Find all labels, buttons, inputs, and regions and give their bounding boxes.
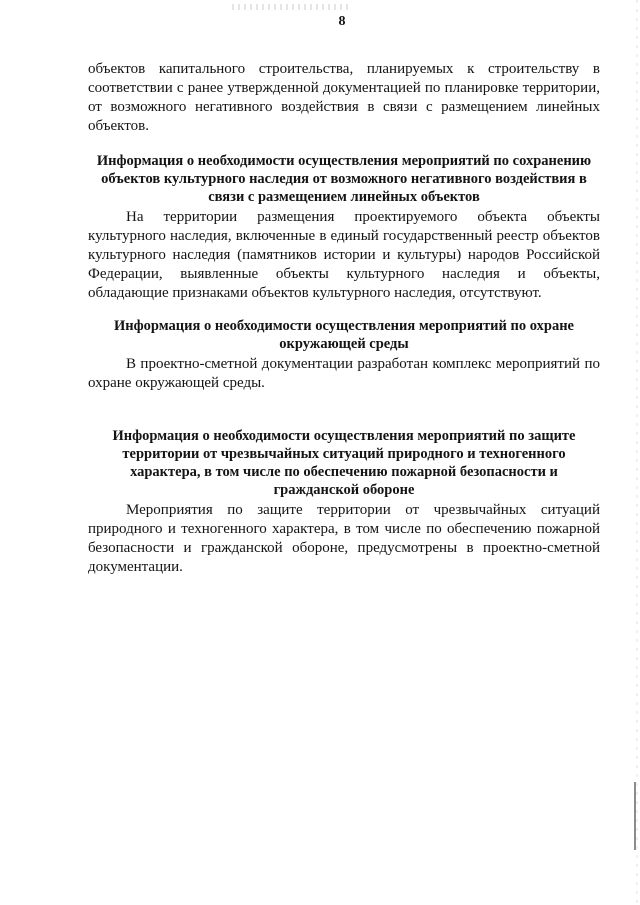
section-paragraph-cultural-heritage: На территории размещения проектируемого объекта объекты культурного наследия, включенные в единый государственный реестр объектов культурного наследия (памятников истории и культуры) народов Российской Федерации, выявленные объекты культурного наследия и объекты, обладающие признаками объектов культурного наследия, отсутствуют. [88, 209, 600, 301]
section-paragraph-emergency-protection: Мероприятия по защите территории от чрезвычайных ситуаций природного и техногенного характера, в том числе по обеспечению пожарной безопасности и гражданской обороне, предусмотрены в проектно-сметной документации. [88, 502, 600, 575]
section-heading-cultural-heritage: Информация о необходимости осуществления мероприятий по сохранению объектов культурного наследия от возможного негативного воздействия в связи с размещением линейных объектов [96, 153, 592, 205]
intro-paragraph: объектов капитального строительства, планируемых к строительству в соответствии с ранее утвержденной документацией по планировке территории, от возможного негативного воздействия в связи с размещением линейных объектов. [88, 61, 600, 134]
scan-noise [232, 4, 352, 10]
section-heading-environment: Информация о необходимости осуществления мероприятий по охране окружающей среды [114, 318, 574, 352]
page-number: 8 [338, 14, 346, 29]
document-body [88, 60, 600, 577]
scan-edge-noise [636, 0, 638, 905]
section-paragraph-environment: В проектно-сметной документации разработан комплекс мероприятий по охране окружающей среды. [88, 356, 600, 391]
scan-edge-mark [634, 782, 636, 850]
section-heading-emergency-protection: Информация о необходимости осуществления мероприятий по защите территории от чрезвычайных ситуаций природного и техногенного характера, в том числе по обеспечению пожарной безопасности и гражданской обороне [112, 428, 576, 498]
